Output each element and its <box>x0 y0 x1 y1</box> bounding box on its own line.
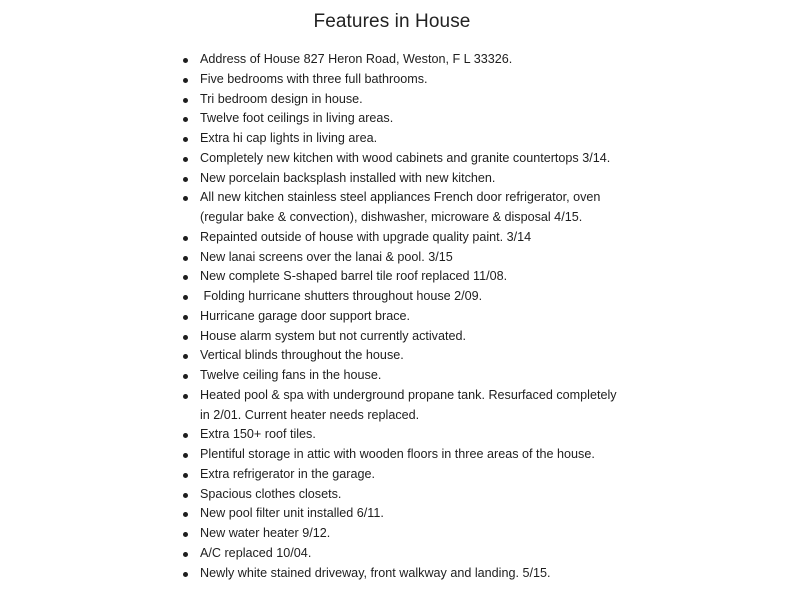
bullet-icon <box>183 275 188 280</box>
bullet-icon <box>183 58 188 63</box>
feature-text: New lanai screens over the lanai & pool. 3/15 <box>200 249 453 264</box>
feature-text: House alarm system but not currently activated. <box>200 328 466 343</box>
list-item <box>180 425 620 445</box>
list-item <box>180 248 620 268</box>
feature-text: Address of House 827 Heron Road, Weston, F L 33326. <box>200 52 513 66</box>
list-item <box>180 544 620 564</box>
list-item <box>180 188 620 228</box>
feature-text: A/C replaced 10/04. <box>200 545 312 560</box>
list-item <box>180 228 620 248</box>
feature-text: Folding hurricane shutters throughout house 2/09. <box>200 289 483 303</box>
feature-text: Repainted outside of house with upgrade quality paint. 3/14 <box>200 229 532 244</box>
list-item <box>180 485 620 505</box>
bullet-icon <box>183 236 188 241</box>
list-item <box>180 267 620 287</box>
bullet-icon <box>183 433 188 438</box>
list-item <box>180 109 620 129</box>
list-item <box>180 564 620 584</box>
bullet-icon <box>183 137 188 142</box>
list-item <box>180 327 620 347</box>
feature-text-continued: (regular bake & convection), dishwasher, microware & disposal 4/15. <box>200 210 583 224</box>
feature-text: New pool filter unit installed 6/11. <box>200 506 384 521</box>
feature-text: Spacious clothes closets. <box>200 486 342 501</box>
bullet-icon <box>183 552 188 557</box>
bullet-icon <box>183 453 188 458</box>
list-item <box>180 386 620 426</box>
feature-text: Completely new kitchen with wood cabinets and granite countertops 3/14. <box>200 150 611 165</box>
list-item <box>180 149 620 169</box>
bullet-icon <box>183 493 188 498</box>
bullet-icon <box>183 177 188 182</box>
feature-text: New complete S-shaped barrel tile roof replaced 11/08. <box>200 269 508 284</box>
list-item <box>180 169 620 189</box>
feature-text-continued: in 2/01. Current heater needs replaced. <box>200 407 420 422</box>
feature-text: Extra hi cap lights in living area. <box>200 131 378 145</box>
feature-text: Heated pool & spa with underground propane tank. Resurfaced completely <box>200 387 617 402</box>
list-item <box>180 307 620 327</box>
features-list <box>180 50 620 583</box>
bullet-icon <box>183 98 188 103</box>
feature-text: Extra refrigerator in the garage. <box>200 466 376 481</box>
bullet-icon <box>183 394 188 399</box>
feature-text: Newly white stained driveway, front walkway and landing. 5/15. <box>200 565 551 580</box>
feature-text: Extra 150+ roof tiles. <box>200 427 316 442</box>
list-item <box>180 465 620 485</box>
list-item <box>180 445 620 465</box>
feature-text: Twelve ceiling fans in the house. <box>200 368 382 382</box>
list-item <box>180 50 620 70</box>
bullet-icon <box>183 354 188 359</box>
bullet-icon <box>183 196 188 201</box>
list-item <box>180 287 620 307</box>
bullet-icon <box>183 157 188 162</box>
feature-text: Hurricane garage door support brace. <box>200 308 411 323</box>
bullet-icon <box>183 256 188 261</box>
bullet-icon <box>183 315 188 320</box>
bullet-icon <box>183 473 188 478</box>
bullet-icon <box>183 78 188 83</box>
document-title: Features in House <box>313 11 471 32</box>
feature-text: New porcelain backsplash installed with new kitchen. <box>200 170 496 185</box>
bullet-icon <box>183 374 188 379</box>
feature-text: All new kitchen stainless steel appliances French door refrigerator, oven <box>200 190 601 205</box>
list-item <box>180 366 620 386</box>
list-item <box>180 90 620 110</box>
feature-text: Twelve foot ceilings in living areas. <box>200 111 394 126</box>
bullet-icon <box>183 335 188 340</box>
bullet-icon <box>183 532 188 537</box>
bullet-icon <box>183 117 188 122</box>
bullet-icon <box>183 572 188 577</box>
list-item <box>180 346 620 366</box>
list-item <box>180 129 620 149</box>
feature-text: Plentiful storage in attic with wooden floors in three areas of the house. <box>200 447 595 461</box>
list-item <box>180 524 620 544</box>
bullet-icon <box>183 512 188 517</box>
feature-text: Tri bedroom design in house. <box>200 91 363 106</box>
feature-text: Vertical blinds throughout the house. <box>200 348 404 363</box>
list-item <box>180 504 620 524</box>
feature-text: New water heater 9/12. <box>200 526 331 540</box>
feature-text: Five bedrooms with three full bathrooms. <box>200 71 428 86</box>
list-item <box>180 70 620 90</box>
bullet-icon <box>183 295 188 300</box>
